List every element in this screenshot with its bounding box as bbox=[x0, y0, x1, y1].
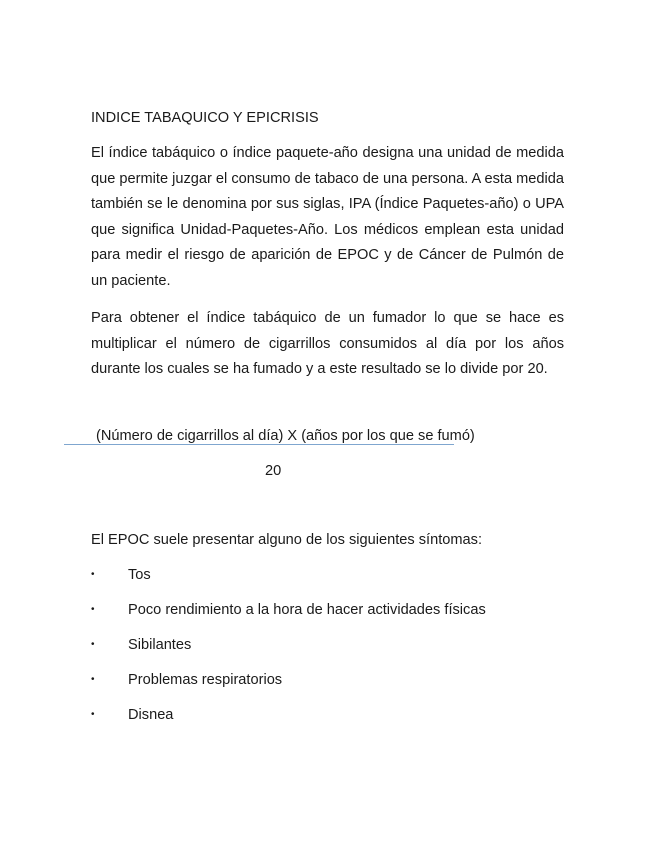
document-title: INDICE TABAQUICO Y EPICRISIS bbox=[91, 110, 319, 126]
symptom-text: Poco rendimiento a la hora de hacer actividades físicas bbox=[128, 602, 486, 618]
formula-denominator: 20 bbox=[265, 463, 282, 479]
bullet-icon: • bbox=[91, 604, 95, 615]
symptoms-intro: El EPOC suele presentar alguno de los siguientes síntomas: bbox=[91, 532, 483, 548]
formula-numerator: (Número de cigarrillos al día) X (años por los que se fumó) bbox=[96, 428, 475, 444]
bullet-icon: • bbox=[91, 569, 95, 580]
fraction-bar bbox=[64, 444, 454, 445]
bullet-icon: • bbox=[91, 709, 95, 720]
symptom-text: Sibilantes bbox=[128, 637, 192, 653]
paragraph-calculation: Para obtener el índice tabáquico de un fumador lo que se hace es multiplicar el número de cigarrillos consumidos al día por los años durante los cuales se ha fumado y a este resultado se lo divide por 20. bbox=[91, 310, 564, 378]
bullet-icon: • bbox=[91, 639, 95, 650]
symptom-text: Tos bbox=[128, 567, 151, 583]
paragraph-definition: El índice tabáquico o índice paquete-año designa una unidad de medida que permite juzgar el consumo de tabaco de una persona. A esta medida también se le denomina por sus siglas, IPA (Índice Paquetes-año) o UPA que significa Unidad-Paquetes-Año. Los médicos emplean esta unidad para medir el riesgo de aparición de EPOC y de Cáncer de Pulmón de un paciente. bbox=[91, 145, 564, 289]
symptom-text: Problemas respiratorios bbox=[128, 672, 283, 688]
bullet-icon: • bbox=[91, 674, 95, 685]
symptom-text: Disnea bbox=[128, 707, 174, 723]
